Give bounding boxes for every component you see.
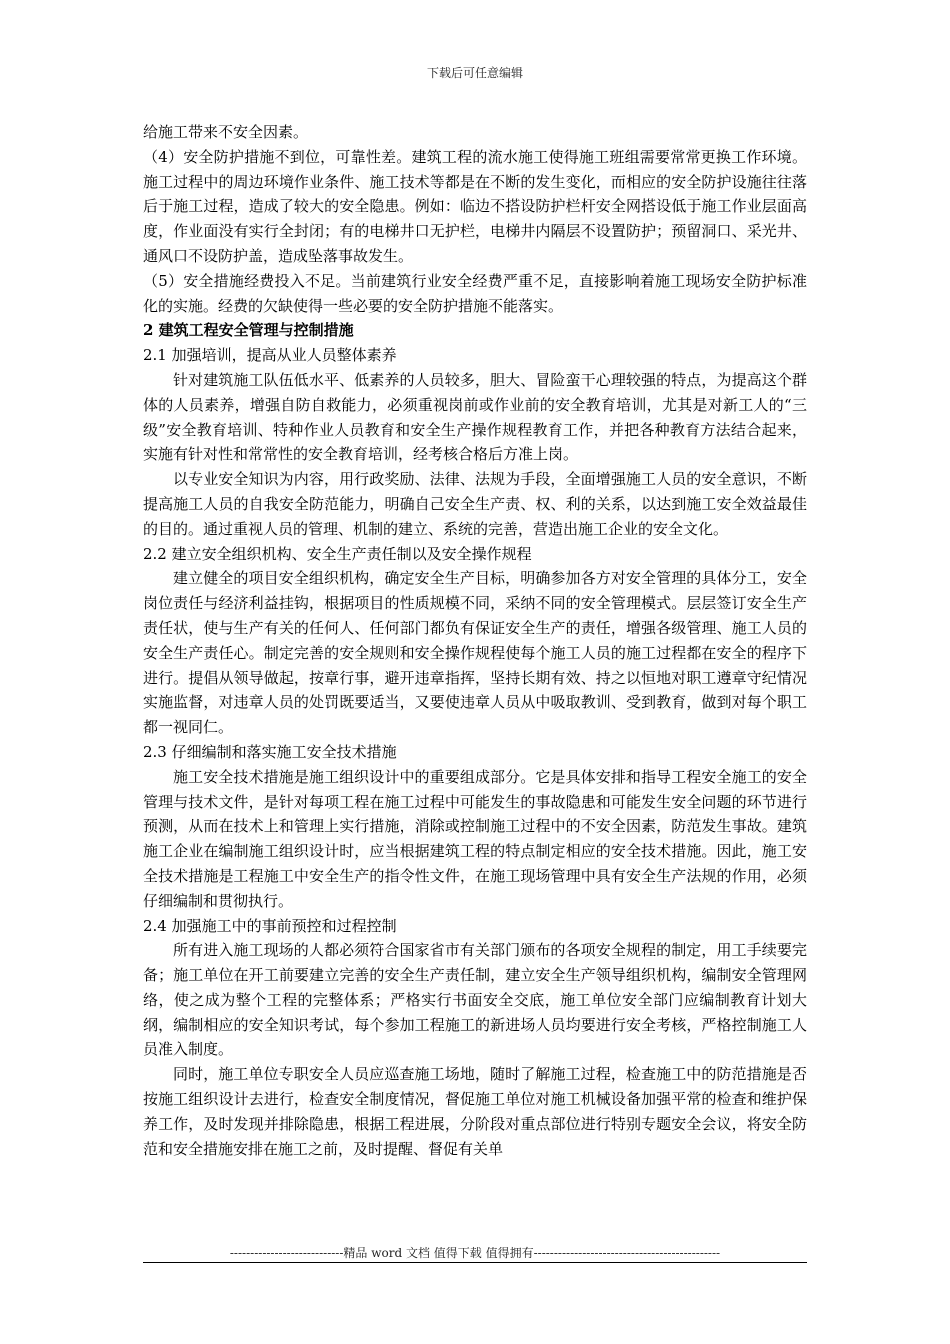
subsection-heading: 2.4 加强施工中的事前预控和过程控制 — [143, 916, 397, 935]
page-header: 下载后可任意编辑 — [426, 66, 523, 80]
paragraph: 针对建筑施工队伍低水平、低素养的人员较多，胆大、冒险蛮干心理较强的特点，为提高这个群体的人员素养，增强自防自救能力，必须重视岗前或作业前的安全教育培训，尤其是对新工人的“三级”安全教育培训、特种作业人员教育和安全生产操作规程教育工作，并把各种教育方法结合起来，实施有针对性和常常性的安全教育培训，经考核合格后方准上岗。 — [143, 370, 807, 464]
paragraph: 同时，施工单位专职安全人员应巡查施工场地，随时了解施工过程，检查施工中的防范措施是否按施工组织设计去进行，检查安全制度情况，督促施工单位对施工机械设备加强平常的检查和维护保养工作，及时发现并排除隐患，根据工程进展，分阶段对重点部位进行特别专题安全会议，将安全防范和安全措施安排在施工之前，及时提醒、督促有关单 — [143, 1065, 807, 1158]
section-heading: 2 建筑工程安全管理与控制措施 — [143, 321, 354, 340]
subsection-heading: 2.2 建立安全组织机构、安全生产责任制以及安全操作规程 — [143, 544, 532, 563]
paragraph: 施工安全技术措施是施工组织设计中的重要组成部分。它是具体安排和指导工程安全施工的安全管理与技术文件，是针对每项工程在施工过程中可能发生的事故隐患和可能发生安全问题的环节进行预测，从而在技术上和管理上实行措施，消除或控制施工过程中的不安全因素，防范发生事故。建筑施工企业在编制施工组织设计时，应当根据建筑工程的特点制定相应的安全技术措施。因此，施工安全技术措施是工程施工中安全生产的指令性文件，在施工现场管理中具有安全生产法规的作用，必须仔细编制和贯彻执行。 — [143, 767, 807, 910]
subsection-heading: 2.1 加强培训，提高从业人员整体素养 — [143, 346, 397, 365]
paragraph: 建立健全的项目安全组织机构，确定安全生产目标，明确参加各方对安全管理的具体分工，安全岗位责任与经济利益挂钩，根据项目的性质规模不同，采纳不同的安全管理模式。层层签订安全生产责任状，使与生产有关的任何人、任何部门都负有保证安全生产的责任，增强各级管理、施工人员的安全生产责任心。制定完善的安全规则和安全操作规程使每个施工人员的施工过程都在安全的程序下进行。提倡从领导做起，按章行事，避开违章指挥，坚持长期有效、持之以恒地对职工遵章守纪情况实施监督，对违章人员的处罚既要适当，又要使违章人员从中吸取教训、受到教育，做到对每个职工都一视同仁。 — [143, 569, 807, 737]
paragraph: 所有进入施工现场的人都必须符合国家省市有关部门颁布的各项安全规程的制定，用工手续要完备；施工单位在开工前要建立完善的安全生产责任制，建立安全生产领导组织机构，编制安全管理网络，使之成为整个工程的完整体系；严格实行书面安全交底，施工单位安全部门应编制教育计划大纲，编制相应的安全知识考试，每个参加工程施工的新进场人员均要进行安全考核，严格控制施工人员准入制度。 — [143, 941, 807, 1059]
document-body — [143, 120, 807, 1161]
paragraph: 以专业安全知识为内容，用行政奖励、法律、法规为手段，全面增强施工人员的安全意识，不断提高施工人员的自我安全防范能力，明确自己安全生产责、权、利的关系，以达到施工安全效益最佳的目的。通过重视人员的管理、机制的建立、系统的完善，营造出施工企业的安全文化。 — [143, 470, 807, 538]
page-footer: ----------------------------精品 word 文档 值得下载 值得拥有---------------------------------------------- — [229, 1246, 721, 1260]
subsection-heading: 2.3 仔细编制和落实施工安全技术措施 — [143, 742, 397, 761]
paragraph: （5）安全措施经费投入不足。当前建筑行业安全经费严重不足，直接影响着施工现场安全防护标准化的实施。经费的欠缺使得一些必要的安全防护措施不能落实。 — [143, 271, 807, 315]
paragraph: （4）安全防护措施不到位，可靠性差。建筑工程的流水施工使得施工班组需要常常更换工作环境。施工过程中的周边环境作业条件、施工技术等都是在不断的发生变化，而相应的安全防护设施往往落后于施工过程，造成了较大的安全隐患。例如：临边不搭设防护栏杆安全网搭设低于施工作业层面高度，作业面没有实行全封闭；有的电梯井口无护栏，电梯井内隔层不设置防护；预留洞口、采光井、通风口不设防护盖，造成坠落事故发生。 — [143, 147, 807, 265]
footer-divider — [143, 1262, 807, 1263]
paragraph: 给施工带来不安全因素。 — [143, 123, 309, 141]
